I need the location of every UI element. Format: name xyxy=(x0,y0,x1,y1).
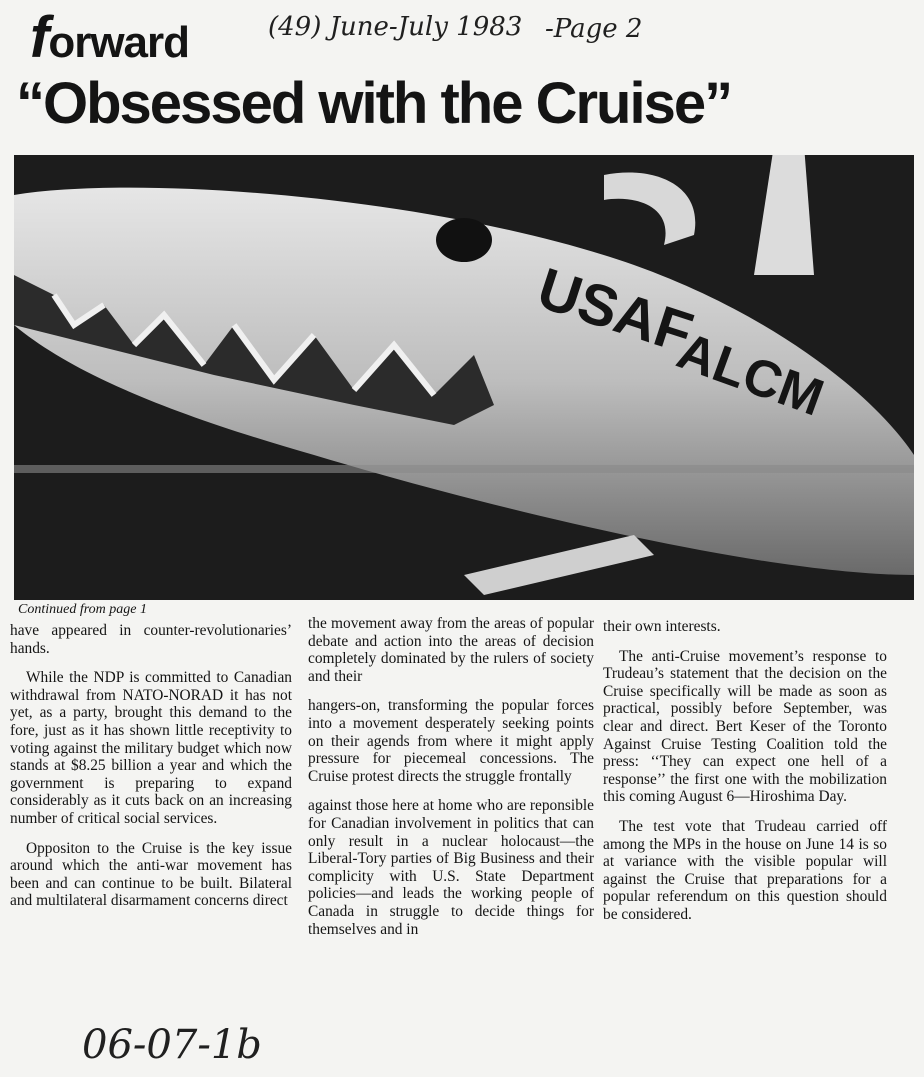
handwritten-bottom-note: 06-07-1b xyxy=(82,1022,262,1068)
article-column-3 xyxy=(603,618,887,936)
col2-paragraph-3: against those here at home who are reponsible for Canadian involvement in politics that can only result in a nuclear holocaust—the Liberal-Tory parties of Big Business and their complicity with U.S. State Department policies—and leads the working people of Canada in struggle to decide things for themselves and in xyxy=(308,797,594,938)
col2-paragraph-1: the movement away from the areas of popular debate and action into the areas of decision completely dominated by the rulers of society and their xyxy=(308,615,594,685)
alcm-marking: ALCM xyxy=(669,321,831,428)
col3-paragraph-3: The test vote that Trudeau carried off among the MPs in the house on June 14 is so at variance with the visible popular will against the Cruise that preparations for a popular referendum on this question should be considered. xyxy=(603,817,887,923)
missile-eye xyxy=(436,218,492,262)
missile-illustration xyxy=(14,155,914,600)
handwritten-page-ref: -Page 2 xyxy=(545,14,643,44)
usaf-marking: USAF xyxy=(529,255,701,367)
article-column-1 xyxy=(10,622,292,922)
col1-paragraph-1: have appeared in counter-revolutionaries’ hands. xyxy=(10,622,292,657)
col2-paragraph-2: hangers-on, transforming the popular forces into a movement desperately seeking points on their agends from where it might apply pressure for piecemeal concessions. The Cruise protest directs the struggle frontally xyxy=(308,697,594,785)
masthead-initial: f xyxy=(30,5,49,70)
handwritten-issue-date: (49) June-July 1983 xyxy=(268,12,523,42)
masthead xyxy=(30,4,189,71)
masthead-rest: orward xyxy=(48,18,190,67)
col1-paragraph-2: While the NDP is committed to Canadian withdrawal from NATO-NORAD it has not yet, as a party, brought this demand to the fore, just as it has shown little receptivity to voting against the military budget which now stands at $8.25 billion a year and which the government is preparing to expand considerably as it cuts back on an increasing number of critical social services. xyxy=(10,669,292,827)
headline: “Obsessed with the Cruise” xyxy=(16,71,732,136)
cruise-missile-photo xyxy=(14,155,914,600)
col1-paragraph-3: Oppositon to the Cruise is the key issue around which the anti-war movement has been and can continue to be built. Bilateral and multilateral disarmament concerns direct xyxy=(10,839,292,910)
continued-label: Continued from page 1 xyxy=(18,602,147,617)
col3-paragraph-1: their own interests. xyxy=(603,618,721,635)
col3-paragraph-2: The anti-Cruise movement’s response to Trudeau’s statement that the decision on the Cruise specifically will be made as soon as practical, possibly before September, was clear and direct. Bert Keser of the Toronto Against Cruise Testing Coalition told the press: ‘‘They can expect one hell of a response’’ the first one with the mobilization this coming August 6—Hiroshima Day. xyxy=(603,647,887,806)
article-column-2 xyxy=(308,615,594,950)
